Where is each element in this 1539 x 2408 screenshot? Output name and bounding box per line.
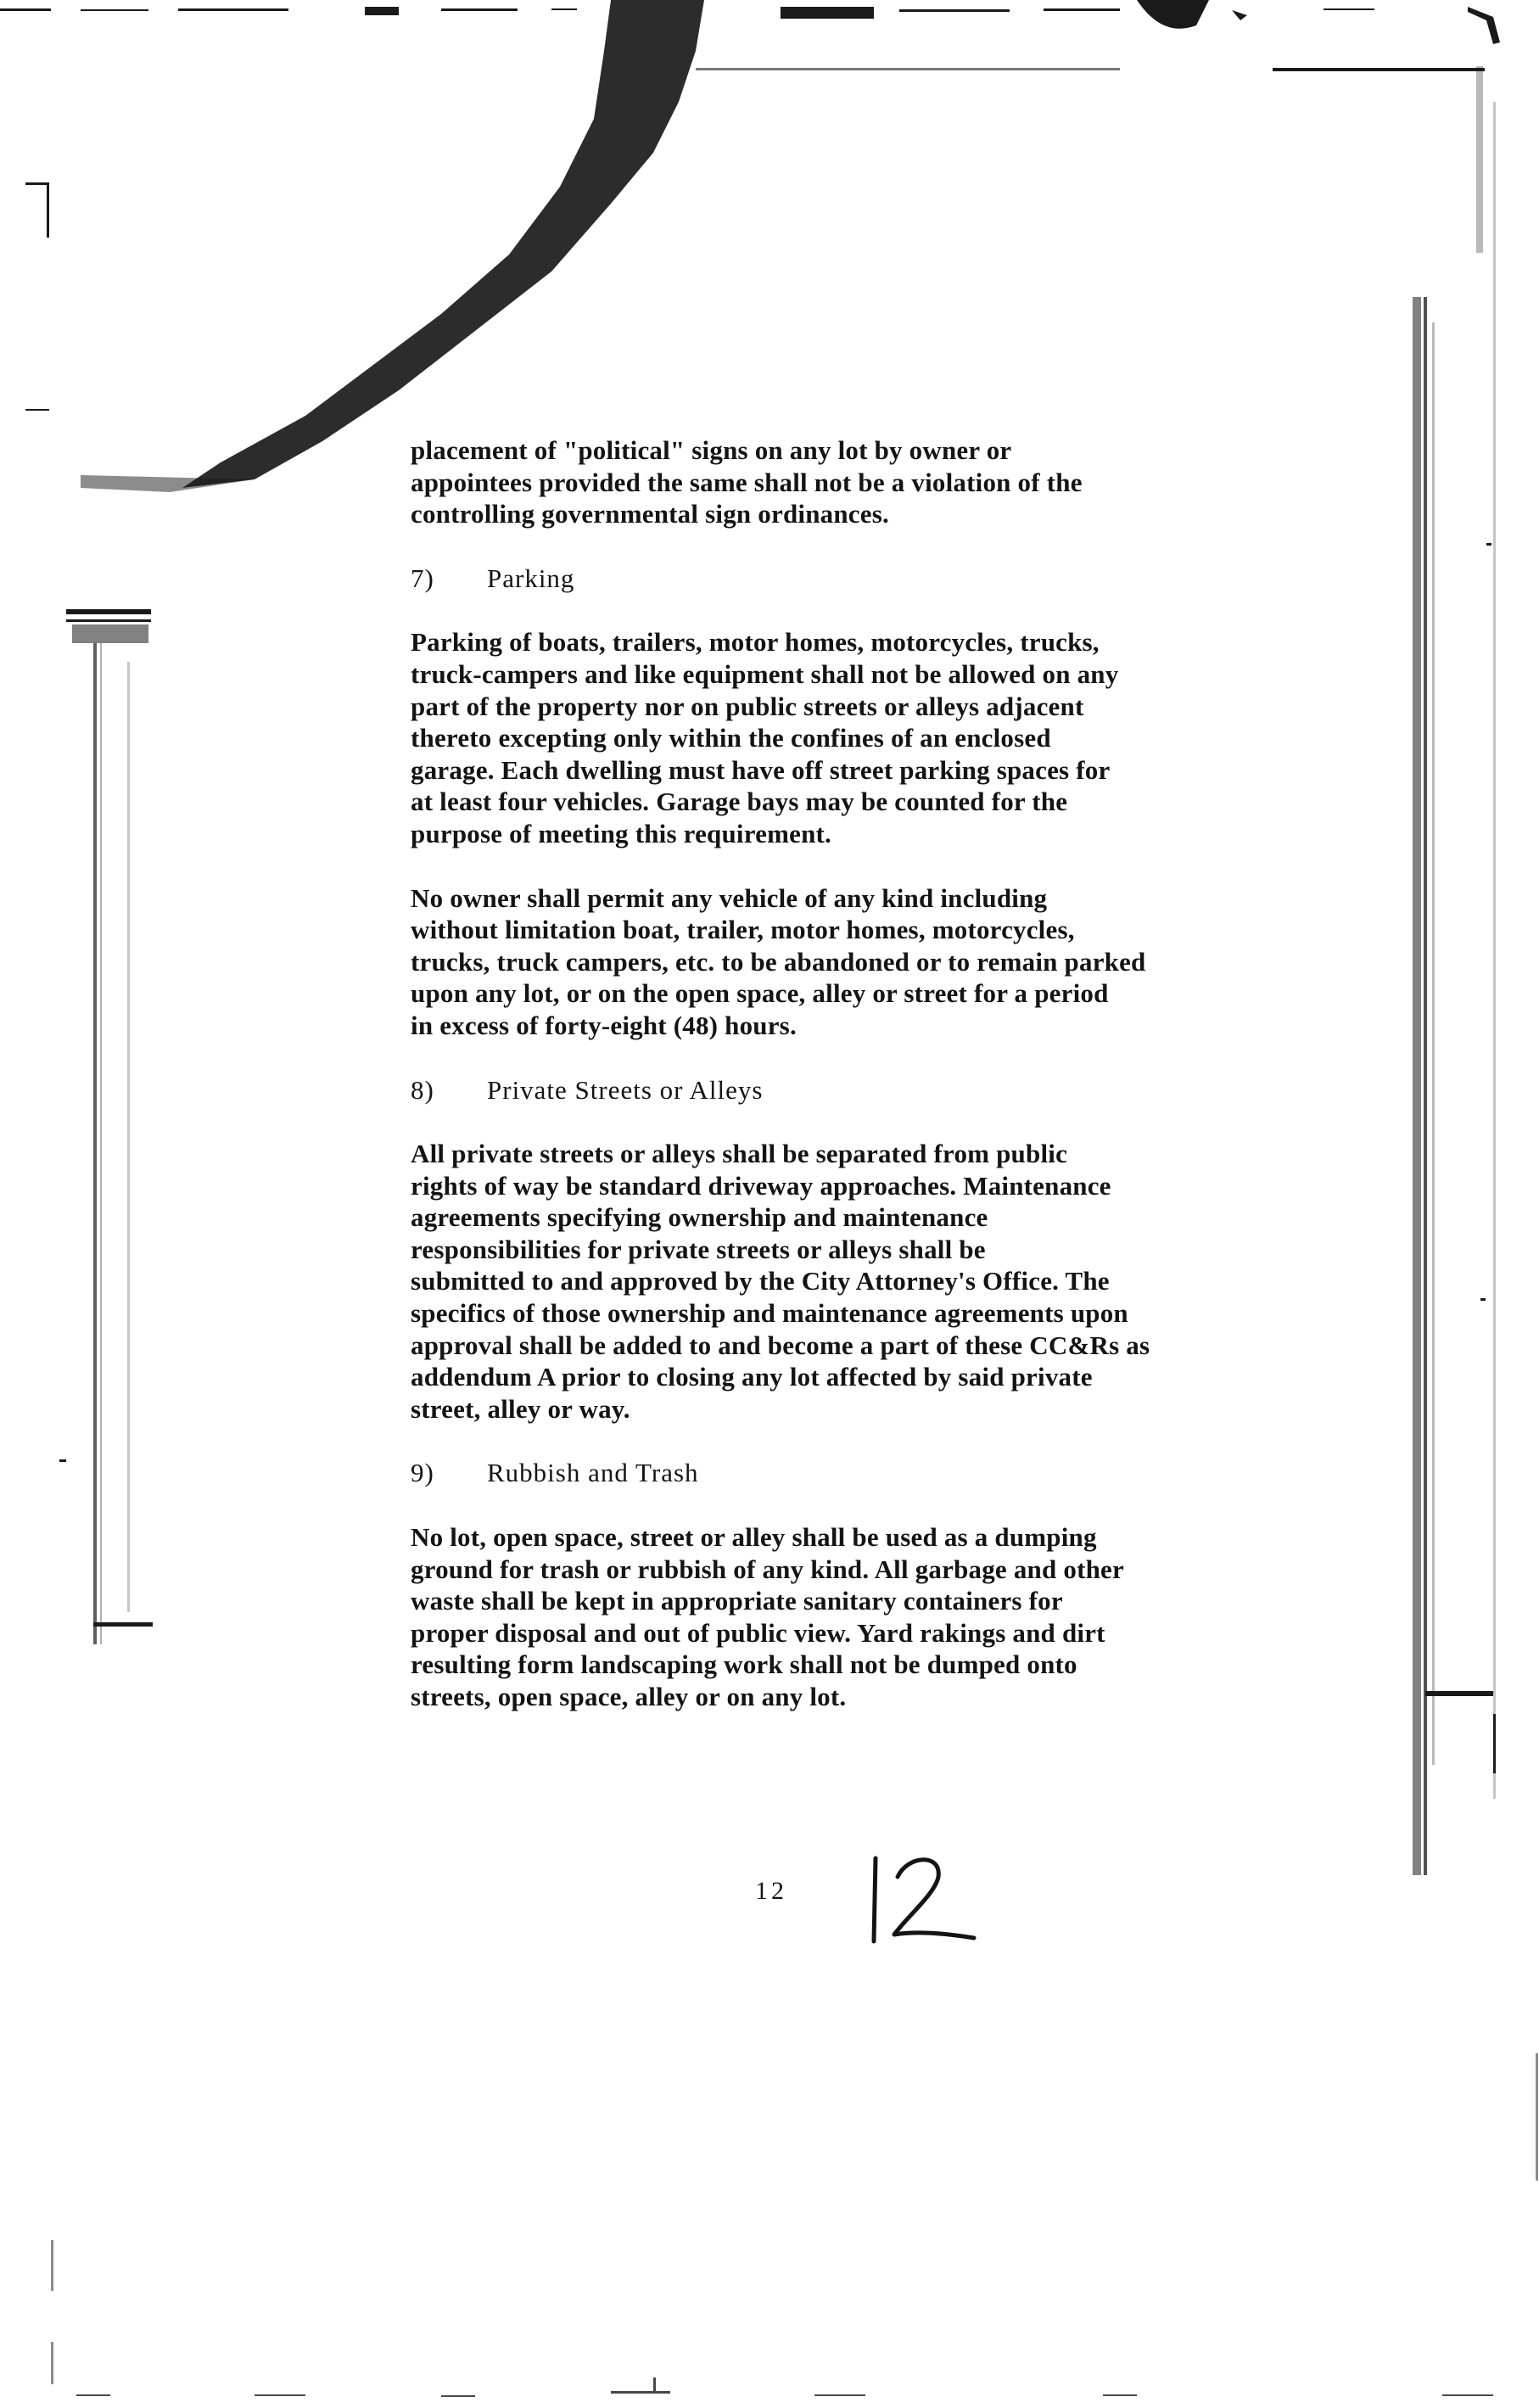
paragraph-rubbish: No lot, open space, street or alley shall be used as a dumping ground for trash or rubbish of any kind. All garbage and other waste shall be kept in appropriate sanitary containers for proper disposal and out of public view. Yard rakings and dirt resulting form landscaping work shall not be dumped onto streets, open space, alley or on any lot. [411,1522,1124,1711]
right-edge-strip [1413,102,1538,2181]
section-heading-private-streets [411,1074,1225,1106]
document-body [411,434,1225,1745]
top-left-shadow [81,0,1485,492]
top-edge-marks [0,0,1500,44]
section-title: Rubbish and Trash [487,1458,699,1488]
paragraph-political-signs: placement of "political" signs on any lot by owner or appointees provided the same shall not be a violation of the controlling governmental sign ordinances. [411,435,1083,529]
paragraph-private-streets: All private streets or alleys shall be separated from public rights of way be standard driveway approaches. Maintenance agreements specifying ownership and maintenance responsibilities for private streets or alleys shall be submitted to and approved by the City Attorney's Office. The specifics of those ownership and maintenance agreements upon approval shall be added to and become a part of these CC&Rs as addendum A prior to closing any lot affected by said private street, alley or way. [411,1139,1150,1424]
section-number: 9) [411,1458,434,1488]
section-heading-rubbish [411,1457,1225,1489]
left-margin-marks [25,182,153,2384]
bottom-edge-marks [76,2377,1493,2397]
paragraph-abandoned-vehicles: No owner shall permit any vehicle of any kind including without limitation boat, trailer, motor homes, motorcycles, trucks, truck campers, etc. to be abandoned or to remain parked upon any lot, or on the open space, alley or street for a period in excess of forty-eight (48) hours. [411,882,1146,1040]
section-title: Private Streets or Alleys [487,1074,764,1105]
section-heading-parking [411,563,1225,595]
paragraph-parking-rules: Parking of boats, trailers, motor homes, motorcycles, trucks, truck-campers and like equipment shall not be allowed on any part of the property nor on public streets or alleys adjacent thereto excepting only within the confines of an enclosed garage. Each dwelling must have off street parking spaces for at least four vehicles. Garage bays may be counted for the purpose of meeting this requirement. [411,627,1119,848]
section-number: 8) [411,1074,434,1105]
section-title: Parking [487,563,575,593]
handwritten-page-number [857,1850,984,1952]
page-number: 12 [755,1877,787,1905]
section-number: 7) [411,563,434,593]
